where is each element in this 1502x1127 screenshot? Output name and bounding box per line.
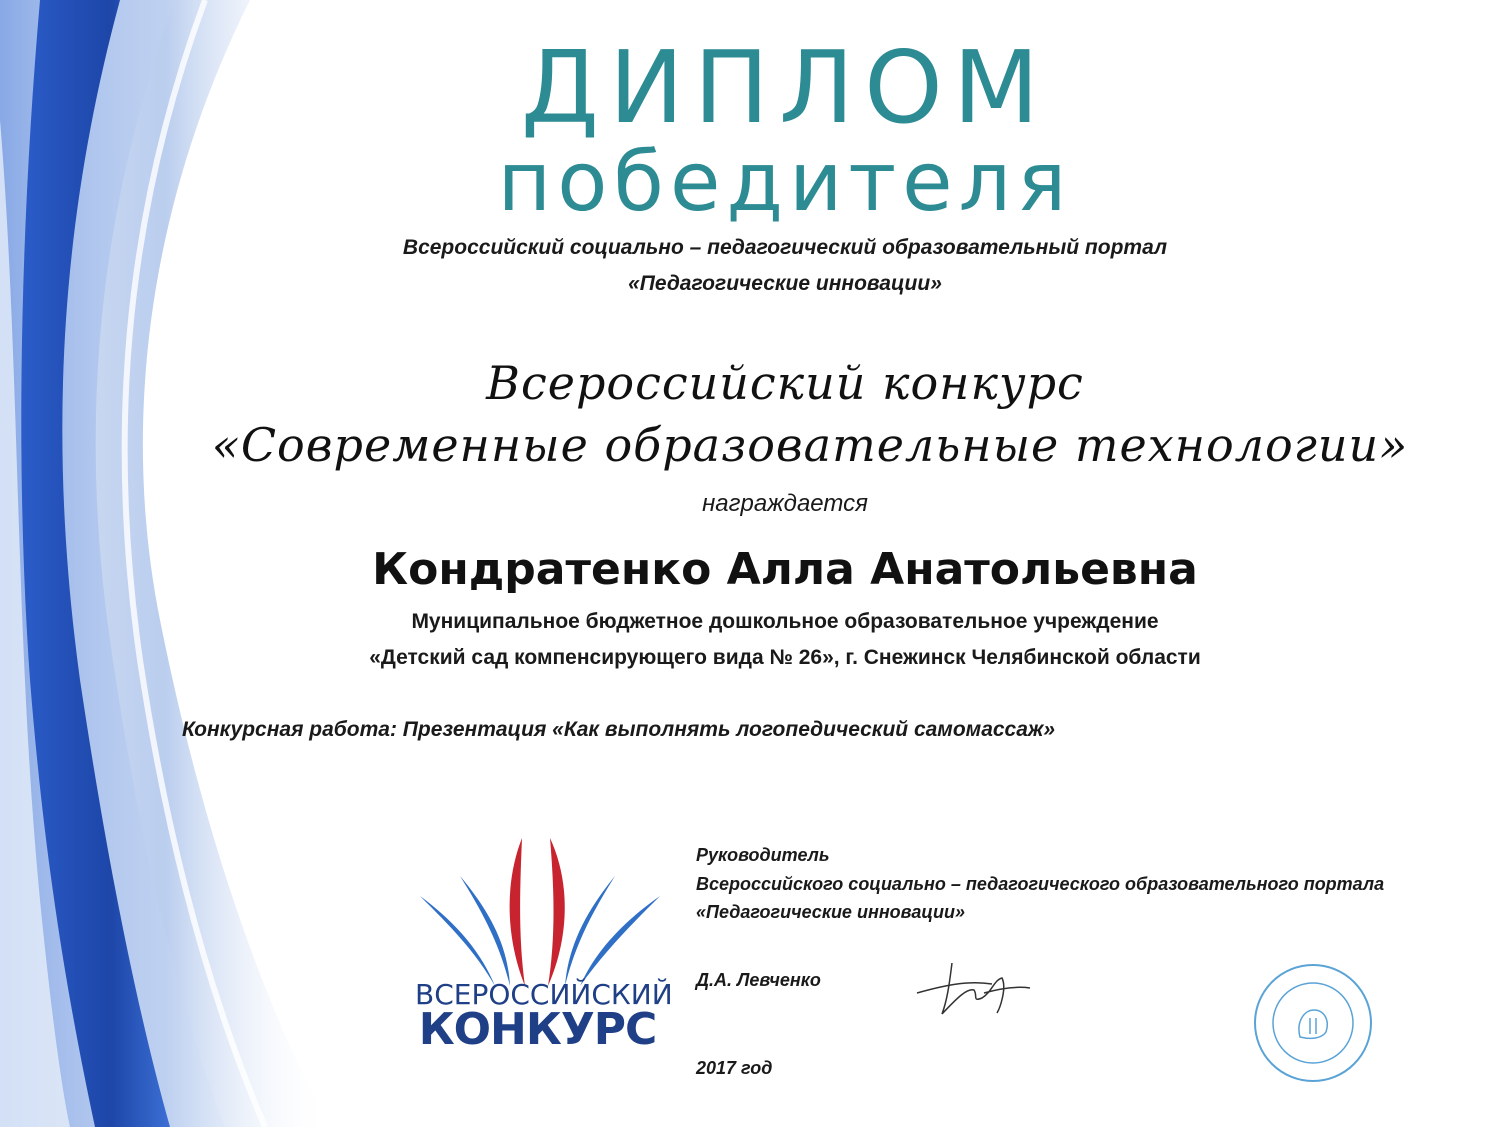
diploma-subtitle: победителя <box>497 135 1073 230</box>
contest-title-line2: «Современные образовательные технологии» <box>211 418 1409 472</box>
logo-text-line1: ВСЕРОССИЙСКИЙ <box>415 978 673 1011</box>
portal-seal-stamp <box>1252 962 1374 1084</box>
logo-red-flame-left <box>510 838 525 986</box>
organization-line1: Муниципальное бюджетное дошкольное образовательное учреждение <box>411 610 1159 633</box>
logo-text-line2: КОНКУРС <box>418 1004 657 1055</box>
signatory-title-line2: Всероссийского социально – педагогического образовательного портала <box>696 874 1385 894</box>
portal-name-line2: «Педагогические инновации» <box>628 272 942 295</box>
organization-line2: «Детский сад компенсирующего вида № 26», г. Снежинск Челябинской области <box>369 646 1201 669</box>
diploma-title: ДИПЛОМ <box>520 29 1050 146</box>
diploma-year: 2017 год <box>696 1058 773 1078</box>
logo-red-flame-right <box>548 838 565 986</box>
portal-name-line1: Всероссийский социально – педагогический образовательный портал <box>402 236 1168 259</box>
contest-title-line1: Всероссийский конкурс <box>486 356 1084 410</box>
contest-work: Конкурсная работа: Презентация «Как выполнять логопедический самомассаж» <box>182 718 1056 741</box>
signatory-name: Д.А. Левченко <box>696 970 821 990</box>
awarded-label: награждается <box>702 490 868 517</box>
signatory-title-line3: «Педагогические инновации» <box>696 902 965 922</box>
recipient-name: Кондратенко Алла Анатольевна <box>372 544 1198 595</box>
handwritten-signature <box>912 958 1032 1018</box>
seal-emblem <box>1299 1010 1327 1038</box>
signatory-title-line1: Руководитель <box>696 845 830 865</box>
